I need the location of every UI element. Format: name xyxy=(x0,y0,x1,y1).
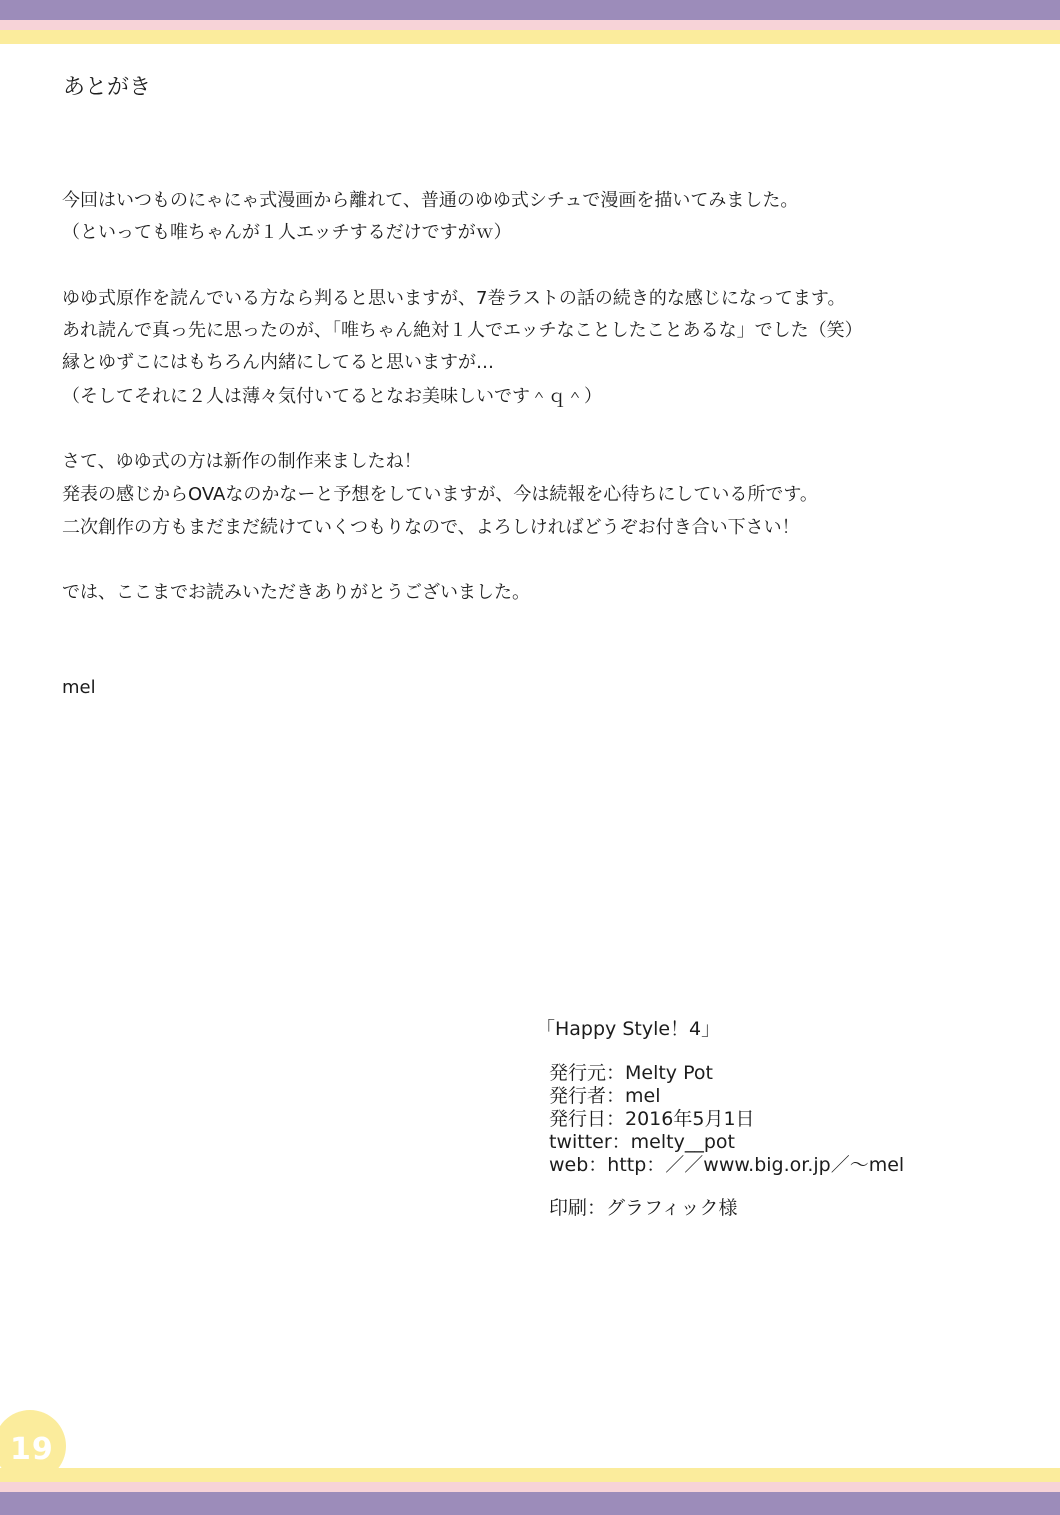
bottom-yellow-band xyxy=(0,1468,1060,1482)
paragraph-line: （といっても唯ちゃんが１人エッチするだけですがｗ） xyxy=(62,222,512,243)
top-pink-band xyxy=(0,20,1060,30)
bottom-pink-band xyxy=(0,1482,1060,1492)
top-yellow-band xyxy=(0,30,1060,44)
colophon-title: 「Happy Style！4」 xyxy=(536,1018,721,1040)
colophon-details xyxy=(536,1062,904,1177)
page-number: 19 xyxy=(10,1432,54,1467)
paragraph-line: 縁とゆずこにはもちろん内緒にしてると思いますが… xyxy=(62,352,494,373)
paragraph-line: あれ読んで真っ先に思ったのが、「唯ちゃん絶対１人でエッチなことしたことあるな」でした（笑） xyxy=(62,320,863,341)
colophon-publisher: 発行元：Melty Pot xyxy=(549,1062,713,1084)
paragraph-line: 二次創作の方もまだまだ続けていくつもりなので、よろしければどうぞお付き合い下さい！ xyxy=(62,517,800,538)
colophon-printer: 印刷：グラフィック様 xyxy=(549,1197,738,1219)
colophon-web: web：http：／／www.big.or.jp／～mel xyxy=(549,1154,905,1176)
author-signature: mel xyxy=(62,677,96,698)
paragraph-line: （そしてそれに２人は薄々気付いてるとなお美味しいです＾ｑ＾） xyxy=(62,386,602,407)
colophon-author: 発行者：mel xyxy=(549,1085,661,1107)
paragraph-line: ゆゆ式原作を読んでいる方なら判ると思いますが、7巻ラストの話の続き的な感じになってます。 xyxy=(62,288,846,309)
bottom-purple-band xyxy=(0,1492,1060,1515)
top-purple-band xyxy=(0,0,1060,20)
paragraph-line: 今回はいつものにゃにゃ式漫画から離れて、普通のゆゆ式シチュで漫画を描いてみました。 xyxy=(62,190,799,211)
afterword-heading: あとがき xyxy=(63,75,152,100)
paragraph-line: 発表の感じからOVAなのかなーと予想をしていますが、今は続報を心待ちにしている所です。 xyxy=(62,484,818,505)
colophon-date: 発行日：2016年5月1日 xyxy=(549,1108,755,1130)
paragraph-line: さて、ゆゆ式の方は新作の制作来ましたね！ xyxy=(62,451,422,472)
paragraph-line: では、ここまでお読みいただきありがとうございました。 xyxy=(62,582,530,603)
colophon xyxy=(536,1018,904,1220)
colophon-twitter: twitter：melty__pot xyxy=(549,1131,735,1153)
